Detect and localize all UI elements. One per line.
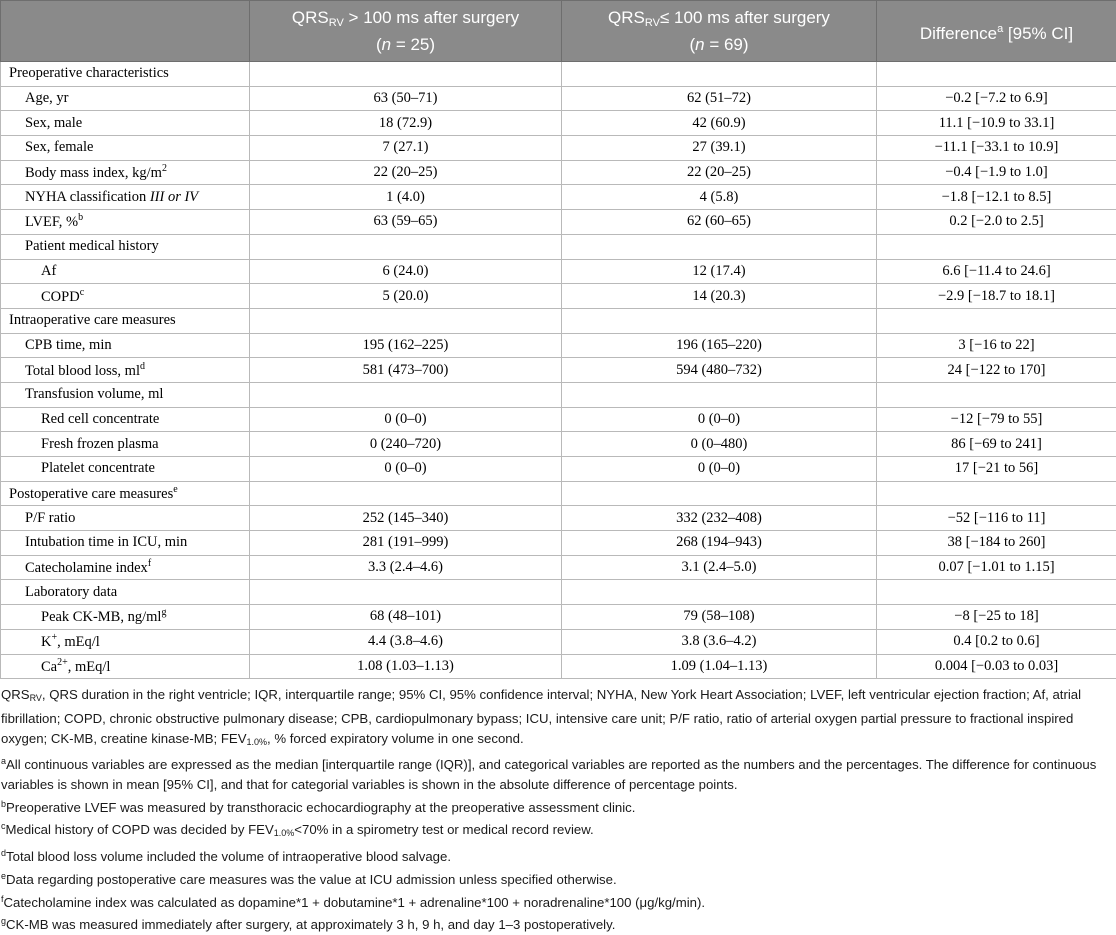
row-label-cell <box>1 358 250 383</box>
cell-difference: −8 [−25 to 18] <box>877 605 1116 630</box>
row-label-cell <box>1 654 250 679</box>
row-label-cell <box>1 160 250 185</box>
cell-qrs-under-100: 0 (0–0) <box>562 457 877 482</box>
cell-qrs-under-100: 42 (60.9) <box>562 111 877 136</box>
abbrev-fev-text: , % forced expiratory volume in one second. <box>267 731 524 746</box>
cell-qrs-over-100: 63 (59–65) <box>250 210 562 235</box>
cell-difference: 38 [−184 to 260] <box>877 531 1116 556</box>
footnote-g-text: CK-MB was measured immediately after surgery, at approximately 3 h, 9 h, and day 1–3 postoperatively. <box>6 917 615 932</box>
row-label: Peak CK-MB, ng/ml <box>41 609 161 625</box>
header-qrs-under-100-post: ≤ 100 ms after surgery <box>660 8 830 27</box>
row-label-cell <box>1 605 250 630</box>
footnote-b <box>1 795 1114 818</box>
footnote-e <box>1 867 1114 890</box>
header-qrs-over-100-n: (n = 25) <box>376 35 435 54</box>
row-label: Ca <box>41 659 57 675</box>
table-row <box>1 629 1116 654</box>
row-label-cell <box>1 580 250 605</box>
row-label: Patient medical history <box>25 238 159 254</box>
cell-qrs-over-100 <box>250 308 562 333</box>
header-qrs-over-100 <box>250 1 562 62</box>
cell-qrs-over-100 <box>250 62 562 87</box>
header-qrs-over-100-sub: RV <box>329 17 344 29</box>
row-label: Red cell concentrate <box>41 411 159 427</box>
row-label: Intraoperative care measures <box>9 312 176 328</box>
cell-difference: −11.1 [−33.1 to 10.9] <box>877 136 1116 161</box>
table-row <box>1 358 1116 383</box>
table-row <box>1 185 1116 210</box>
cell-qrs-over-100: 1.08 (1.03–1.13) <box>250 654 562 679</box>
header-qrs-under-100-sub: RV <box>645 17 660 29</box>
cell-qrs-under-100: 14 (20.3) <box>562 284 877 309</box>
table-row <box>1 308 1116 333</box>
cell-difference: 17 [−21 to 56] <box>877 457 1116 482</box>
cell-qrs-over-100: 0 (0–0) <box>250 407 562 432</box>
table-row <box>1 210 1116 235</box>
row-label-cell <box>1 382 250 407</box>
cell-difference: 86 [−69 to 241] <box>877 432 1116 457</box>
cell-difference: 0.004 [−0.03 to 0.03] <box>877 654 1116 679</box>
cell-qrs-over-100: 3.3 (2.4–4.6) <box>250 555 562 580</box>
footnote-e-text: Data regarding postoperative care measures was the value at ICU admission unless specified otherwise. <box>6 872 617 887</box>
footnote-e-mark: e <box>1 871 6 881</box>
cell-qrs-under-100: 12 (17.4) <box>562 259 877 284</box>
table-body <box>1 62 1116 679</box>
cell-difference <box>877 481 1116 506</box>
cell-difference: 0.07 [−1.01 to 1.15] <box>877 555 1116 580</box>
cell-qrs-under-100: 22 (20–25) <box>562 160 877 185</box>
header-qrs-over-100-post: > 100 ms after surgery <box>344 8 519 27</box>
header-difference-sup: a <box>997 23 1003 35</box>
row-label-cell <box>1 555 250 580</box>
cell-qrs-over-100: 0 (240–720) <box>250 432 562 457</box>
table-row <box>1 654 1116 679</box>
cell-qrs-under-100: 62 (51–72) <box>562 86 877 111</box>
cell-qrs-over-100: 18 (72.9) <box>250 111 562 136</box>
row-label: LVEF, % <box>25 214 78 230</box>
header-variable <box>1 1 250 62</box>
row-label-cell <box>1 432 250 457</box>
row-label-cell <box>1 234 250 259</box>
footnote-b-text: Preoperative LVEF was measured by transthoracic echocardiography at the preoperative assessment clinic. <box>6 800 635 815</box>
row-label: Preoperative characteristics <box>9 65 169 81</box>
cell-difference: 24 [−122 to 170] <box>877 358 1116 383</box>
cell-qrs-over-100 <box>250 481 562 506</box>
cell-qrs-under-100 <box>562 234 877 259</box>
header-row <box>1 1 1116 62</box>
footnote-c-sub: 1.0% <box>274 828 295 838</box>
cell-qrs-over-100 <box>250 580 562 605</box>
row-label-cell <box>1 506 250 531</box>
row-label-cell <box>1 210 250 235</box>
row-label-cell <box>1 259 250 284</box>
cell-difference: −12 [−79 to 55] <box>877 407 1116 432</box>
footnote-d-mark: d <box>1 848 6 858</box>
footnote-b-mark: b <box>1 799 6 809</box>
row-label-cell <box>1 308 250 333</box>
cell-difference: 3 [−16 to 22] <box>877 333 1116 358</box>
row-label-cell <box>1 629 250 654</box>
cell-qrs-over-100: 0 (0–0) <box>250 457 562 482</box>
cell-qrs-under-100: 332 (232–408) <box>562 506 877 531</box>
footnote-c-mark: c <box>1 821 6 831</box>
cell-qrs-under-100: 3.8 (3.6–4.2) <box>562 629 877 654</box>
footnote-c-text-b: <70% in a spirometry test or medical record review. <box>294 822 593 837</box>
row-label-superscript: c <box>80 287 84 298</box>
header-difference <box>877 1 1116 62</box>
table-row <box>1 531 1116 556</box>
table-row <box>1 160 1116 185</box>
row-label: Transfusion volume, ml <box>25 386 163 402</box>
footnote-abbreviations <box>1 685 1114 752</box>
row-label-cell <box>1 86 250 111</box>
table-row <box>1 481 1116 506</box>
row-label: Intubation time in ICU, min <box>25 534 187 550</box>
footnote-d <box>1 844 1114 867</box>
table-row <box>1 432 1116 457</box>
row-label-suffix: , mEq/l <box>57 634 100 650</box>
row-label-cell <box>1 111 250 136</box>
cell-qrs-under-100 <box>562 481 877 506</box>
cell-qrs-under-100: 79 (58–108) <box>562 605 877 630</box>
cell-difference: −52 [−116 to 11] <box>877 506 1116 531</box>
cell-qrs-under-100: 62 (60–65) <box>562 210 877 235</box>
header-difference-pre: Difference <box>920 24 997 43</box>
header-difference-post: [95% CI] <box>1003 24 1073 43</box>
row-label: COPD <box>41 289 80 305</box>
footnote-g <box>1 912 1114 935</box>
row-label-cell <box>1 62 250 87</box>
table-row <box>1 333 1116 358</box>
footnote-a-text: All continuous variables are expressed as the median [interquartile range (IQR)], and categorical variables are reported as the numbers and the percentages. The difference for continuous variables is shown in mean [95% CI], and that for categorial variables is shown in the absolute difference of percentage points. <box>1 757 1096 792</box>
row-label: Af <box>41 263 56 279</box>
header-qrs-under-100-pre: QRS <box>608 8 645 27</box>
cell-qrs-under-100 <box>562 308 877 333</box>
header-qrs-under-100-n: (n = 69) <box>689 35 748 54</box>
table-header <box>1 1 1116 62</box>
abbrev-list: , QRS duration in the right ventricle; IQR, interquartile range; 95% CI, 95% confidence interval; NYHA, New York Heart Association; LVEF, left ventricular ejection fraction; Af, atrial fibrillation; COPD, chronic obstructive pulmonary disease; CPB, cardiopulmonary bypass; ICU, intensive care unit; P/F ratio, ratio of arterial oxygen partial pressure to fractional inspired oxygen; CK-MB, creatine kinase-MB; FEV <box>1 687 1081 745</box>
header-qrs-under-100 <box>562 1 877 62</box>
table-row <box>1 136 1116 161</box>
footnote-f-text: Catecholamine index was calculated as dopamine*1 + dobutamine*1 + adrenaline*100 + noradrenaline*100 (μg/kg/min). <box>4 895 706 910</box>
cell-qrs-under-100: 4 (5.8) <box>562 185 877 210</box>
row-label: P/F ratio <box>25 510 75 526</box>
cell-qrs-over-100: 195 (162–225) <box>250 333 562 358</box>
cell-difference: 6.6 [−11.4 to 24.6] <box>877 259 1116 284</box>
footnote-d-text: Total blood loss volume included the volume of intraoperative blood salvage. <box>6 849 451 864</box>
row-label: Laboratory data <box>25 584 117 600</box>
cell-qrs-over-100: 5 (20.0) <box>250 284 562 309</box>
cell-difference <box>877 234 1116 259</box>
table-row <box>1 284 1116 309</box>
cell-qrs-over-100 <box>250 234 562 259</box>
row-label-cell <box>1 185 250 210</box>
table-footnotes <box>0 679 1116 935</box>
cell-qrs-under-100: 196 (165–220) <box>562 333 877 358</box>
table-row <box>1 457 1116 482</box>
footnote-c <box>1 817 1114 844</box>
cell-qrs-over-100 <box>250 382 562 407</box>
cell-difference <box>877 580 1116 605</box>
table-row <box>1 111 1116 136</box>
row-label: Total blood loss, ml <box>25 363 140 379</box>
cell-qrs-over-100: 281 (191–999) <box>250 531 562 556</box>
cell-qrs-over-100: 68 (48–101) <box>250 605 562 630</box>
cell-difference <box>877 62 1116 87</box>
footnote-a <box>1 752 1114 794</box>
row-label: Catecholamine index <box>25 560 148 576</box>
abbrev-qrs: QRS <box>1 687 30 702</box>
footnote-g-mark: g <box>1 916 6 926</box>
cell-qrs-under-100 <box>562 62 877 87</box>
cell-difference: 11.1 [−10.9 to 33.1] <box>877 111 1116 136</box>
row-label-cell <box>1 333 250 358</box>
table-row <box>1 580 1116 605</box>
row-label-cell <box>1 481 250 506</box>
cell-qrs-under-100 <box>562 382 877 407</box>
cell-qrs-over-100: 1 (4.0) <box>250 185 562 210</box>
cell-qrs-over-100: 581 (473–700) <box>250 358 562 383</box>
row-label: Sex, female <box>25 139 93 155</box>
cell-qrs-under-100: 0 (0–0) <box>562 407 877 432</box>
row-label: Sex, male <box>25 115 82 131</box>
cell-difference: −1.8 [−12.1 to 8.5] <box>877 185 1116 210</box>
row-label-suffix: , mEq/l <box>68 659 111 675</box>
cell-qrs-under-100: 268 (194–943) <box>562 531 877 556</box>
cell-qrs-under-100: 27 (39.1) <box>562 136 877 161</box>
cell-difference: 0.4 [0.2 to 0.6] <box>877 629 1116 654</box>
row-label-cell <box>1 531 250 556</box>
cell-difference: −0.2 [−7.2 to 6.9] <box>877 86 1116 111</box>
table-row <box>1 86 1116 111</box>
row-label-superscript: 2+ <box>57 657 68 668</box>
row-label-cell <box>1 457 250 482</box>
row-label: Fresh frozen plasma <box>41 436 159 452</box>
row-label: Postoperative care measures <box>9 486 173 502</box>
table-row <box>1 382 1116 407</box>
cell-qrs-under-100 <box>562 580 877 605</box>
cell-qrs-under-100: 1.09 (1.04–1.13) <box>562 654 877 679</box>
cell-qrs-over-100: 6 (24.0) <box>250 259 562 284</box>
table-row <box>1 62 1116 87</box>
table-row <box>1 605 1116 630</box>
cell-difference <box>877 382 1116 407</box>
cell-qrs-over-100: 63 (50–71) <box>250 86 562 111</box>
cell-difference: −0.4 [−1.9 to 1.0] <box>877 160 1116 185</box>
cell-difference: 0.2 [−2.0 to 2.5] <box>877 210 1116 235</box>
row-label-cell <box>1 407 250 432</box>
cell-qrs-under-100: 3.1 (2.4–5.0) <box>562 555 877 580</box>
cell-qrs-over-100: 7 (27.1) <box>250 136 562 161</box>
table-row <box>1 259 1116 284</box>
row-label-superscript: e <box>173 484 177 495</box>
row-label: CPB time, min <box>25 337 112 353</box>
row-label: Age, yr <box>25 90 69 106</box>
row-label-superscript: d <box>140 361 145 372</box>
cell-qrs-under-100: 0 (0–480) <box>562 432 877 457</box>
row-label: NYHA classification III or IV <box>25 189 198 205</box>
header-qrs-over-100-pre: QRS <box>292 8 329 27</box>
cell-qrs-over-100: 252 (145–340) <box>250 506 562 531</box>
row-label-cell <box>1 284 250 309</box>
cell-qrs-over-100: 22 (20–25) <box>250 160 562 185</box>
row-label: Platelet concentrate <box>41 460 155 476</box>
cell-qrs-under-100: 594 (480–732) <box>562 358 877 383</box>
table-row <box>1 407 1116 432</box>
row-label-cell <box>1 136 250 161</box>
table-row <box>1 234 1116 259</box>
abbrev-qrs-sub: RV <box>30 693 42 703</box>
cell-difference: −2.9 [−18.7 to 18.1] <box>877 284 1116 309</box>
row-label-superscript: 2 <box>162 163 167 174</box>
row-label-superscript: + <box>51 632 57 643</box>
row-label-superscript: g <box>161 607 166 618</box>
row-label: K <box>41 634 51 650</box>
table-row <box>1 506 1116 531</box>
footnote-f-mark: f <box>1 894 4 904</box>
footnote-f <box>1 890 1114 913</box>
footnote-a-mark: a <box>1 756 6 766</box>
row-label-superscript: f <box>148 558 151 569</box>
footnote-c-text-a: Medical history of COPD was decided by FEV <box>6 822 274 837</box>
row-label-superscript: b <box>78 212 83 223</box>
cell-difference <box>877 308 1116 333</box>
abbrev-fev-sub: 1.0% <box>247 737 268 747</box>
row-label: Body mass index, kg/m <box>25 165 162 181</box>
table-row <box>1 555 1116 580</box>
cell-qrs-over-100: 4.4 (3.8–4.6) <box>250 629 562 654</box>
